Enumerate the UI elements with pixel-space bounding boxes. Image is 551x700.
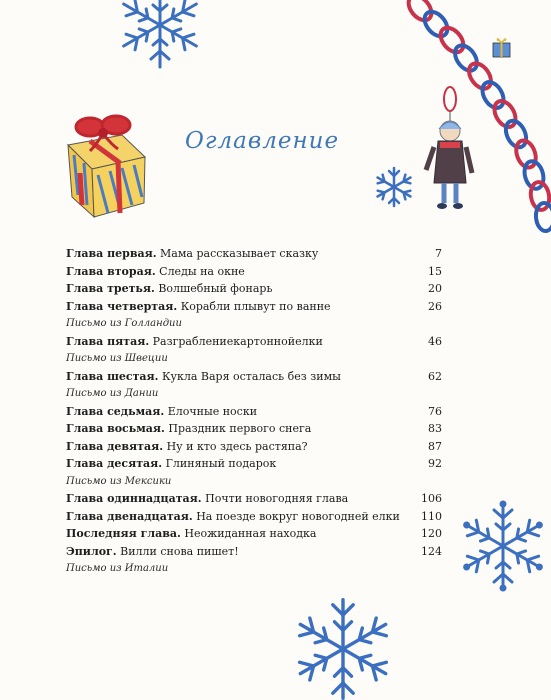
page-number: 110 bbox=[421, 509, 442, 523]
snowflake-icon bbox=[105, 0, 215, 70]
page-number: 7 bbox=[435, 247, 442, 260]
chapter-number: Глава седьмая. bbox=[66, 404, 165, 418]
toc-chapter-entry bbox=[66, 245, 442, 263]
page-number: 26 bbox=[428, 299, 442, 313]
chapter-title: Вилли снова пишет! bbox=[120, 544, 239, 558]
chapter-number: Глава одиннадцатая. bbox=[66, 492, 202, 505]
toc-chapter-entry bbox=[66, 543, 442, 561]
snowflake-icon bbox=[455, 500, 551, 592]
chapter-title: Следы на окне bbox=[159, 264, 245, 278]
chapter-number: Глава четвертая. bbox=[66, 299, 178, 313]
small-gift-icon bbox=[490, 33, 514, 59]
toc-chapter-entry bbox=[66, 525, 442, 543]
chapter-number: Глава третья. bbox=[66, 282, 155, 295]
snowflake-icon bbox=[278, 598, 408, 700]
chapter-number: Глава первая. bbox=[66, 247, 157, 260]
chapter-title: Кукла Варя осталась без зимы bbox=[162, 369, 341, 383]
gift-box-icon bbox=[60, 105, 155, 220]
chapter-number: Глава пятая. bbox=[66, 334, 150, 348]
toc-chapter-entry bbox=[66, 263, 442, 281]
chapter-title: Ну и кто здесь растяпа? bbox=[166, 439, 308, 453]
chapter-title: Почти новогодняя глава bbox=[205, 492, 349, 505]
chapter-title: Праздник первого снега bbox=[168, 422, 312, 435]
toc-chapter-entry bbox=[66, 368, 442, 386]
toc-chapter-entry bbox=[66, 298, 442, 316]
toc-letter-entry: Письмо из Голландии bbox=[66, 318, 182, 329]
toc-chapter-entry bbox=[66, 455, 442, 473]
toc-chapter-entry bbox=[66, 490, 442, 508]
page-number: 106 bbox=[421, 492, 442, 505]
page-title: Оглавление bbox=[185, 128, 340, 154]
page-number: 83 bbox=[428, 422, 442, 435]
page-number: 15 bbox=[428, 264, 442, 278]
chapter-number: Глава двенадцатая. bbox=[66, 509, 193, 523]
page-number: 120 bbox=[421, 527, 442, 540]
chapter-number: Глава шестая. bbox=[66, 369, 159, 383]
chapter-number: Глава вторая. bbox=[66, 264, 156, 278]
page-number: 62 bbox=[428, 369, 442, 383]
toc-chapter-entry bbox=[66, 403, 442, 421]
chapter-title: Глиняный подарок bbox=[165, 457, 277, 470]
toc-chapter-entry bbox=[66, 420, 442, 438]
toc-chapter-entry bbox=[66, 333, 442, 351]
toc-chapter-entry bbox=[66, 438, 442, 456]
chapter-number: Последняя глава. bbox=[66, 527, 181, 540]
chapter-title: Разграблениекартоннойелки bbox=[152, 334, 323, 348]
chapter-number: Глава десятая. bbox=[66, 457, 163, 470]
toc-chapter-entry bbox=[66, 280, 442, 298]
chapter-title: Мама рассказывает сказку bbox=[160, 247, 319, 260]
toc-letter-entry: Письмо из Швеции bbox=[66, 353, 168, 364]
chapter-number: Эпилог. bbox=[66, 544, 117, 558]
page-number: 46 bbox=[428, 334, 442, 348]
toc-letter-entry: Письмо из Мексики bbox=[66, 475, 172, 487]
chapter-title: Неожиданная находка bbox=[184, 527, 317, 540]
chapter-title: Елочные носки bbox=[167, 404, 258, 418]
page-number: 20 bbox=[428, 282, 442, 295]
table-of-contents bbox=[66, 245, 442, 578]
toc-letter-entry: Письмо из Дании bbox=[66, 388, 159, 399]
toc-chapter-entry bbox=[66, 508, 442, 526]
chapter-title: Корабли плывут по ванне bbox=[180, 299, 331, 313]
chapter-number: Глава восьмая. bbox=[66, 422, 165, 435]
page-number: 124 bbox=[421, 544, 442, 558]
page-number: 76 bbox=[428, 404, 442, 418]
chapter-number: Глава девятая. bbox=[66, 439, 164, 453]
child-in-winter-coat-icon bbox=[420, 85, 480, 215]
toc-letter-entry: Письмо из Италии bbox=[66, 563, 169, 574]
page-number: 92 bbox=[428, 457, 442, 470]
chapter-title: Волшебный фонарь bbox=[158, 282, 273, 295]
chapter-title: На поезде вокруг новогодней елки bbox=[196, 509, 400, 523]
page-number: 87 bbox=[428, 439, 442, 453]
snowflake-icon bbox=[372, 165, 416, 209]
